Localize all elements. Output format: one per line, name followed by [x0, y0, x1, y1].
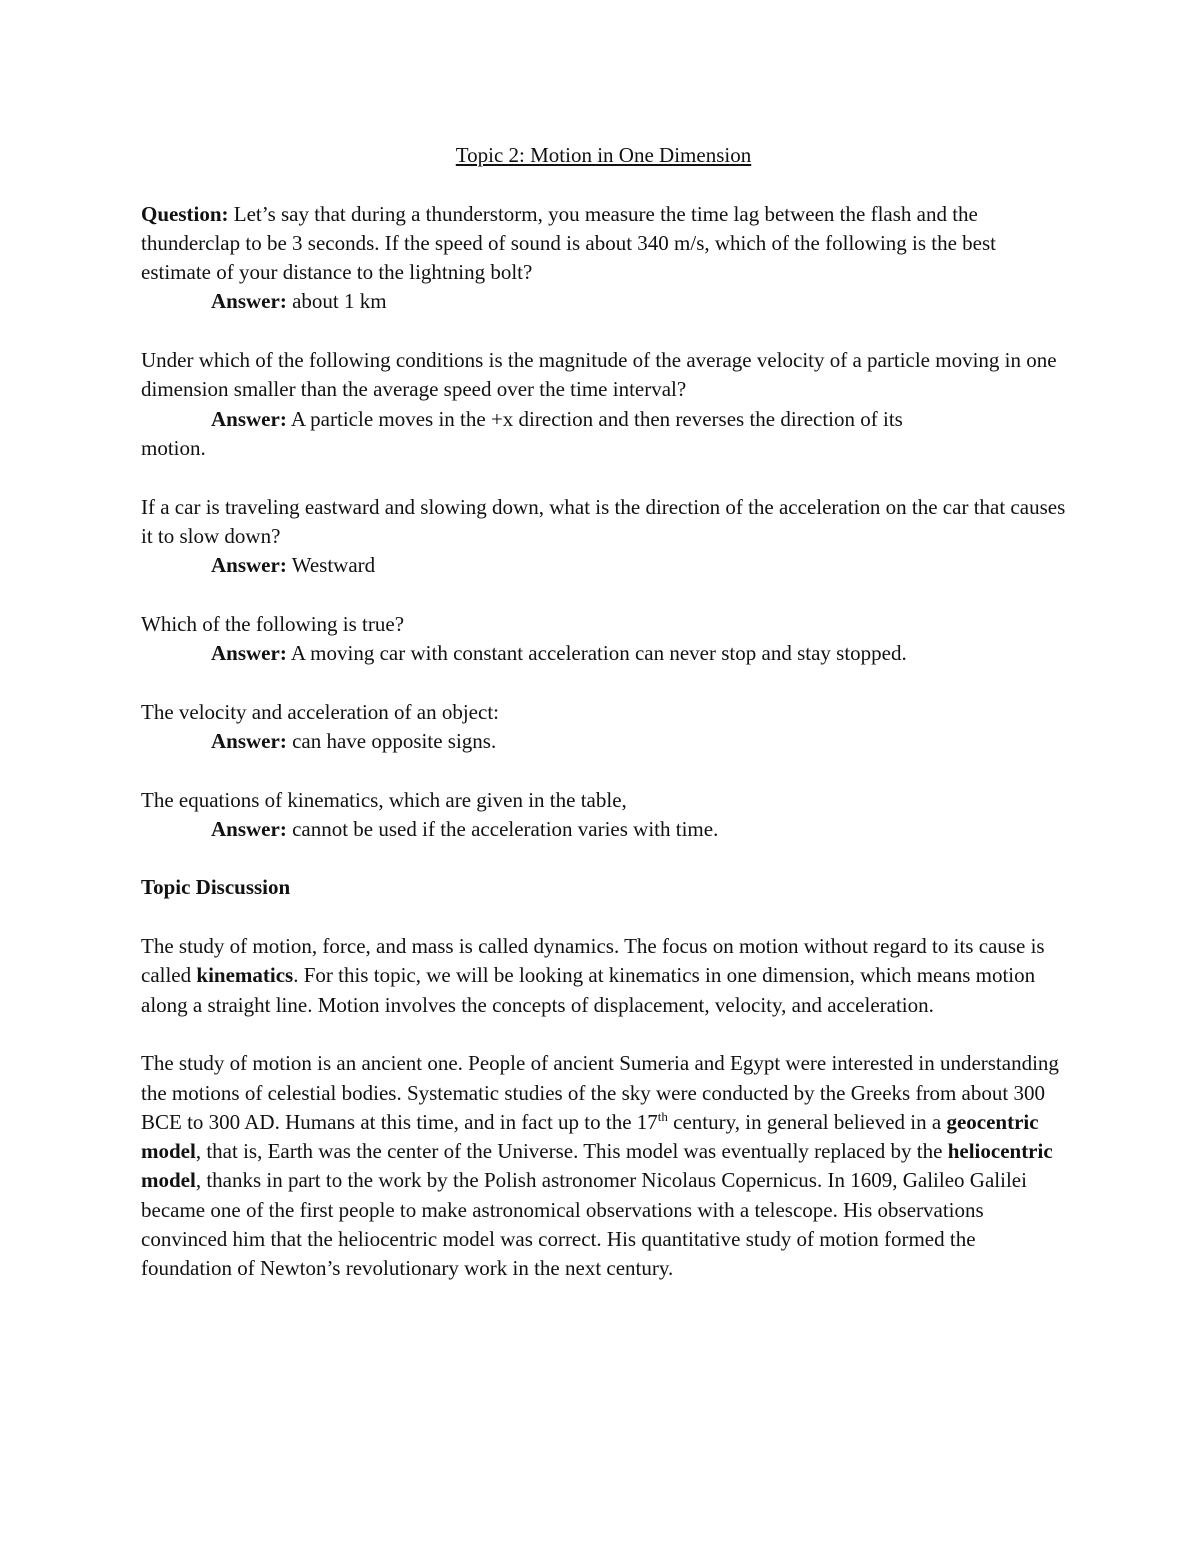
section-heading: Topic Discussion [141, 875, 291, 900]
bold-term: heliocentric model [141, 1139, 1053, 1193]
answer-3 [141, 551, 1066, 580]
page-title: Topic 2: Motion in One Dimension [455, 143, 752, 167]
question-label: Question: [141, 201, 229, 226]
question-6-text: The equations of kinematics, which are given in the table, [141, 787, 627, 812]
paragraph-text: century, in general believed in a [667, 1109, 947, 1134]
answer-label: Answer: [211, 728, 287, 753]
question-2-text: Under which of the following conditions is the magnitude of the average velocity of a particle moving in one dimension smaller than the average speed over the time interval? [141, 348, 1057, 402]
document-page [141, 141, 1066, 1313]
superscript: th [657, 1108, 668, 1124]
answer-6-text: cannot be used if the acceleration varies with time. [292, 816, 719, 841]
answer-2 [141, 405, 1066, 434]
answer-label: Answer: [211, 406, 287, 431]
bold-term: geocentric model [141, 1109, 1039, 1164]
question-3 [141, 493, 1066, 581]
answer-4 [141, 639, 1066, 668]
answer-2-text: A particle moves in the +x direction and then reverses the direction of its [290, 406, 903, 431]
question-4-text: Which of the following is true? [141, 611, 405, 636]
question-4 [141, 610, 1066, 669]
answer-5-text: can have opposite signs. [292, 728, 497, 753]
answer-2-continuation: motion. [141, 435, 206, 460]
answer-label: Answer: [211, 553, 287, 578]
answer-4-text: A moving car with constant acceleration can never stop and stay stopped. [290, 641, 907, 666]
paragraph-text: The study of motion, force, and mass is called dynamics. The focus on motion without regard to its cause is called [141, 934, 1045, 988]
answer-1-text: about 1 km [292, 289, 387, 314]
bold-term: kinematics [196, 963, 294, 988]
question-1 [141, 200, 1066, 317]
question-1-body: Let’s say that during a thunderstorm, you measure the time lag between the flash and the thunderclap to be 3 seconds. If the speed of sound is about 340 m/s, which of the following is the best estimate of your distance to the lightning bolt? [141, 201, 997, 285]
answer-6 [141, 815, 1066, 844]
answer-1 [141, 287, 1066, 316]
question-2 [141, 346, 1066, 463]
question-6 [141, 786, 1066, 845]
paragraph-text: The study of motion is an ancient one. People of ancient Sumeria and Egypt were interested in understanding the motions of celestial bodies. Systematic studies of the sky were conducted by the Greeks from about 300 BCE to 300 AD. Humans at this time, and in fact up to the 17 [141, 1051, 1059, 1134]
answer-5 [141, 727, 1066, 756]
answer-3-text: Westward [291, 553, 376, 578]
question-5-text: The velocity and acceleration of an object: [141, 699, 499, 724]
question-1-text [141, 200, 1066, 288]
paragraph-text: , thanks in part to the work by the Polish astronomer Nicolaus Copernicus. In 1609, Galileo Galilei became one of the first people to make astronomical observations with a telescope. His observations convinced him that the heliocentric model was correct. His quantitative study of motion formed the foundation of Newton’s revolutionary work in the next century. [141, 1168, 1027, 1281]
question-5 [141, 698, 1066, 757]
question-3-text: If a car is traveling eastward and slowing down, what is the direction of the acceleration on the car that causes it to slow down? [141, 494, 1066, 548]
answer-label: Answer: [211, 816, 287, 841]
discussion-paragraph-1 [141, 932, 1066, 1020]
answer-label: Answer: [211, 289, 287, 314]
paragraph-text: , that is, Earth was the center of the Universe. This model was eventually replaced by the [195, 1139, 948, 1164]
paragraph-text: . For this topic, we will be looking at kinematics in one dimension, which means motion along a straight line. Motion involves the concepts of displacement, velocity, and acceleration. [141, 963, 1036, 1017]
discussion-paragraph-2 [141, 1049, 1066, 1283]
answer-label: Answer: [211, 641, 287, 666]
